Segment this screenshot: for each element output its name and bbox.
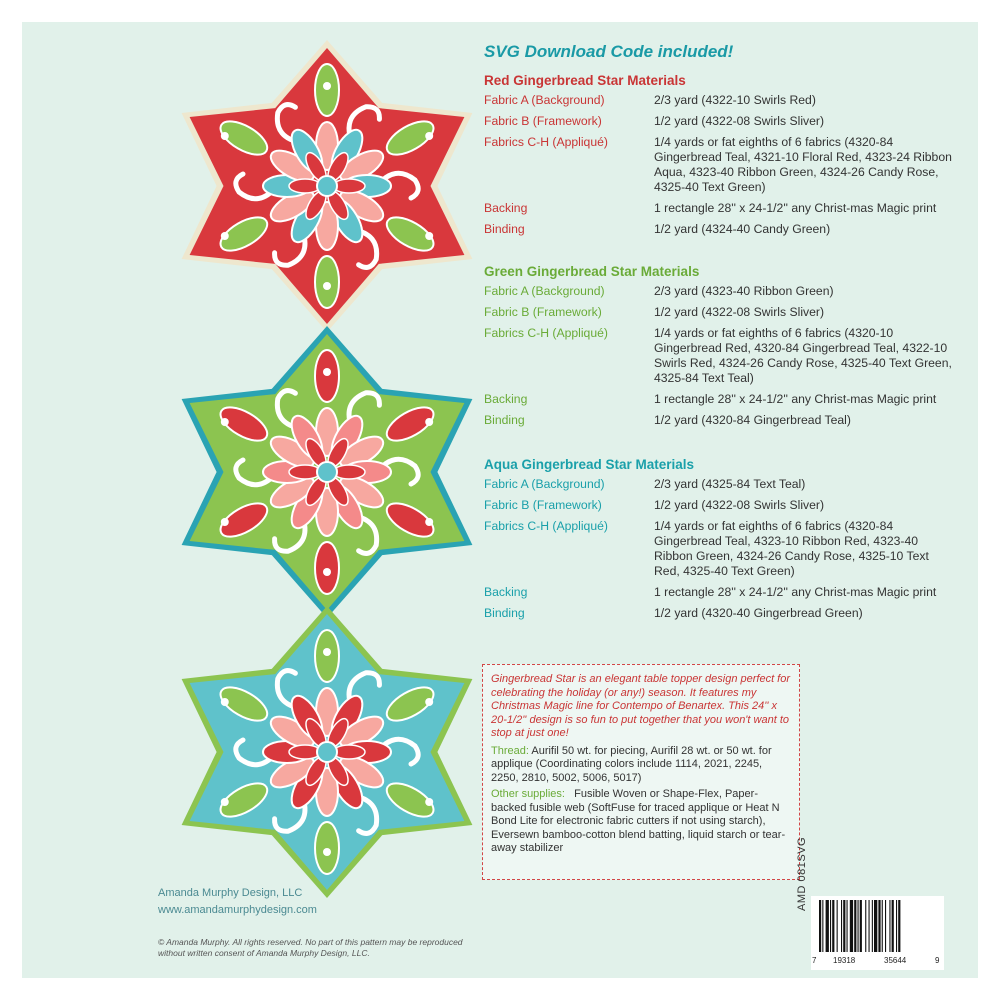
dot-accent — [221, 518, 229, 526]
dot-accent — [425, 418, 433, 426]
thread-text: Aurifil 50 wt. for piecing, Aurifil 28 wt. or 50 wt. for applique (Coordinating colors include 1114, 2021, 2245, 2250, 2810, 5002, 5006, 5017) — [491, 744, 772, 784]
material-row — [484, 114, 954, 129]
dot-accent — [425, 698, 433, 706]
barcode-bar — [872, 900, 873, 952]
material-row — [484, 222, 954, 237]
barcode-bar — [878, 900, 880, 952]
section-title: Green Gingerbread Star Materials — [484, 264, 700, 279]
dot-accent — [323, 282, 331, 290]
material-value: 2/3 yard (4323-40 Ribbon Green) — [654, 284, 834, 298]
material-value: 1/2 yard (4322-08 Swirls Sliver) — [654, 114, 825, 128]
green-star-graphic — [147, 322, 507, 622]
material-row — [484, 93, 954, 108]
supplies-note — [491, 788, 791, 856]
material-label: Fabrics C-H (Appliqué) — [484, 519, 608, 533]
material-label: Binding — [484, 413, 525, 427]
barcode-bar — [841, 900, 842, 952]
dot-accent — [221, 132, 229, 140]
flower-center — [317, 742, 337, 762]
material-row — [484, 585, 954, 600]
section-title: Red Gingerbread Star Materials — [484, 73, 686, 88]
material-label: Fabrics C-H (Appliqué) — [484, 135, 608, 149]
material-label: Fabric B (Framework) — [484, 114, 602, 128]
material-label: Backing — [484, 392, 528, 406]
dot-accent — [425, 798, 433, 806]
dot-accent — [221, 798, 229, 806]
barcode-bar — [860, 900, 862, 952]
barcode-digits: 9 — [935, 956, 940, 965]
supplies-text: Fusible Woven or Shape-Flex, Paper-backed fusible web (SoftFuse for traced applique or Heat N Bond Lite for electronic fabric cutters if not using starch), Eversewn bamboo-cotton blend batting, liquid starch or tear-away stabilizer — [491, 788, 786, 854]
barcode-bar — [882, 900, 883, 952]
thread-note — [491, 745, 791, 786]
material-row — [484, 284, 954, 299]
material-label: Fabric B (Framework) — [484, 498, 602, 512]
dot-accent — [323, 368, 331, 376]
copyright-notice: © Amanda Murphy. All rights reserved. No part of this pattern may be reproduced without written consent of Amanda Murphy Design, LLC. — [158, 937, 463, 958]
flower-center — [317, 176, 337, 196]
barcode-bar — [892, 900, 894, 952]
material-value: 1/2 yard (4322-08 Swirls Sliver) — [654, 498, 825, 512]
thread-label: Thread: — [491, 744, 529, 757]
material-label: Fabric B (Framework) — [484, 305, 602, 319]
dot-accent — [221, 698, 229, 706]
material-value: 1/4 yards or fat eighths of 6 fabrics (4320-84 Gingerbread Teal, 4323-10 Ribbon Red, 4323-40 Ribbon Green, 4324-26 Candy Rose, 4325-10 Text Red, 4325-40 Text Green) — [654, 519, 929, 578]
material-value: 1/4 yards or fat eighths of 6 fabrics (4320-84 Gingerbread Teal, 4321-10 Floral Red, 4323-24 Ribbon Aqua, 4323-40 Ribbon Green, 4324-26 Candy Rose, 4325-40 Text Green) — [654, 135, 952, 194]
material-label: Backing — [484, 585, 528, 599]
material-label: Binding — [484, 606, 525, 620]
product-code: AMD 081SVG — [796, 836, 808, 911]
red-materials-section — [484, 73, 954, 243]
material-value: 2/3 yard (4325-84 Text Teal) — [654, 477, 806, 491]
material-label: Binding — [484, 222, 525, 236]
supplies-label: Other supplies: — [491, 788, 565, 800]
dot-accent — [323, 848, 331, 856]
barcode-bar — [843, 900, 845, 952]
pattern-description: Gingerbread Star is an elegant table topper design perfect for celebrating the holiday (or any!) season. It features my Christmas Magic line for Contempo of Benartex. This 24'' x 20-1/2'' design is so fun to put together that you won't want to stop at just one! — [491, 673, 791, 739]
material-value: 1 rectangle 28'' x 24-1/2'' any Christ-mas Magic print — [654, 201, 937, 215]
barcode-bar — [850, 900, 853, 952]
barcode-bar — [854, 900, 856, 952]
material-value: 1/2 yard (4320-84 Gingerbread Teal) — [654, 413, 851, 427]
dot-accent — [221, 232, 229, 240]
dot-accent — [323, 648, 331, 656]
dot-accent — [323, 568, 331, 576]
dot-accent — [221, 418, 229, 426]
aqua-star-graphic — [147, 602, 507, 902]
barcode-bar — [896, 900, 897, 952]
material-label: Fabric A (Background) — [484, 477, 605, 491]
company-website: www.amandamurphydesign.com — [158, 904, 317, 916]
pattern-description-box — [482, 664, 800, 880]
dot-accent — [425, 518, 433, 526]
material-value: 1/2 yard (4324-40 Candy Green) — [654, 222, 831, 236]
barcode-bar — [847, 900, 848, 952]
material-row — [484, 201, 954, 216]
pattern-back-cover — [22, 22, 978, 978]
barcode-digits: 19318 — [833, 956, 856, 965]
company-name: Amanda Murphy Design, LLC — [158, 887, 303, 899]
barcode-bar — [874, 900, 877, 952]
barcode-bars — [817, 900, 937, 954]
material-row — [484, 519, 954, 579]
barcode-bar — [822, 900, 823, 952]
barcode-bar — [898, 900, 900, 952]
red-gingerbread-star-image — [147, 36, 507, 336]
material-row — [484, 498, 954, 513]
aqua-gingerbread-star-image — [147, 602, 507, 902]
material-label: Backing — [484, 201, 528, 215]
red-star-graphic — [147, 36, 507, 336]
svg-download-headline: SVG Download Code included! — [484, 42, 734, 61]
green-gingerbread-star-image — [147, 322, 507, 622]
barcode-bar — [889, 900, 890, 952]
material-value: 2/3 yard (4322-10 Swirls Red) — [654, 93, 816, 107]
aqua-materials-section — [484, 457, 954, 627]
material-row — [484, 326, 954, 386]
material-label: Fabric A (Background) — [484, 284, 605, 298]
material-value: 1 rectangle 28'' x 24-1/2'' any Christ-mas Magic print — [654, 392, 937, 406]
barcode-bar — [832, 900, 834, 952]
material-label: Fabric A (Background) — [484, 93, 605, 107]
material-label: Fabrics C-H (Appliqué) — [484, 326, 608, 340]
barcode-bar — [885, 900, 886, 952]
green-materials-section — [484, 264, 954, 434]
barcode-bar — [819, 900, 821, 952]
material-value: 1/4 yards or fat eighths of 6 fabrics (4320-10 Gingerbread Red, 4320-84 Gingerbread Teal, 4322-10 Swirls Red, 4324-26 Candy Rose, 4325-40 Text Green, 4325-84 Text Teal) — [654, 326, 952, 385]
flower-center — [317, 462, 337, 482]
material-row — [484, 392, 954, 407]
material-value: 1/2 yard (4322-08 Swirls Sliver) — [654, 305, 825, 319]
barcode-bar — [837, 900, 838, 952]
material-row — [484, 606, 954, 621]
barcode-bar — [865, 900, 866, 952]
barcode-digits: 35644 — [884, 956, 907, 965]
material-value: 1 rectangle 28'' x 24-1/2'' any Christ-mas Magic print — [654, 585, 937, 599]
barcode — [811, 896, 944, 970]
barcode-bar — [826, 900, 829, 952]
dot-accent — [425, 232, 433, 240]
barcode-bar — [869, 900, 870, 952]
section-title: Aqua Gingerbread Star Materials — [484, 457, 695, 472]
material-value: 1/2 yard (4320-40 Gingerbread Green) — [654, 606, 863, 620]
material-row — [484, 413, 954, 428]
material-row — [484, 305, 954, 320]
dot-accent — [425, 132, 433, 140]
barcode-bar — [830, 900, 831, 952]
material-row — [484, 477, 954, 492]
dot-accent — [323, 82, 331, 90]
barcode-bar — [858, 900, 859, 952]
barcode-digits: 7 — [812, 956, 817, 965]
material-row — [484, 135, 954, 195]
